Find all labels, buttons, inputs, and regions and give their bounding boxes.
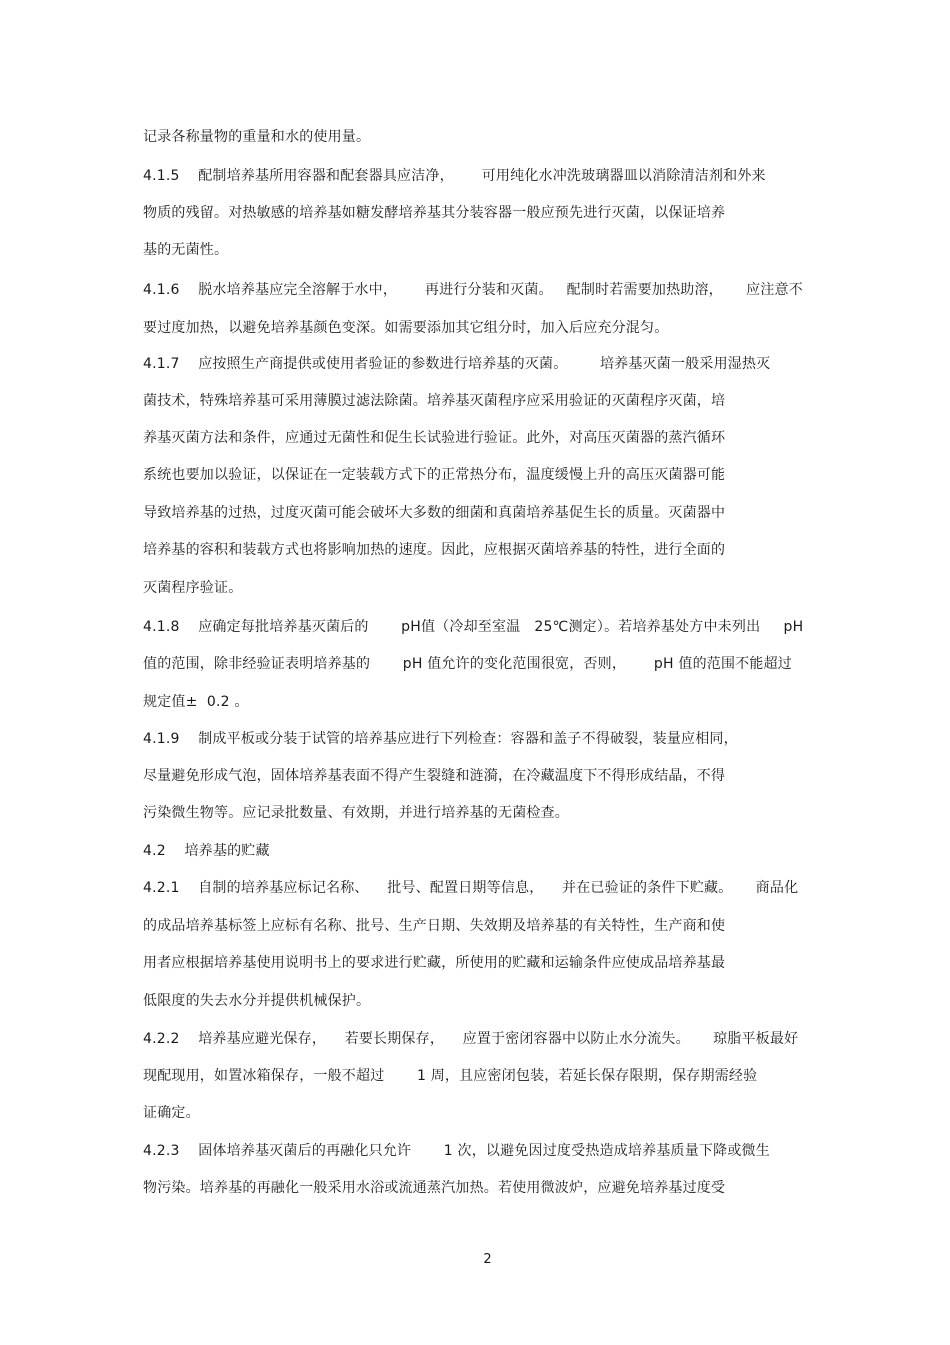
text-line: 4.1.9 制成平板或分装于试管的培养基应进行下列检查：容器和盖子不得破裂，装量应相同， (143, 731, 738, 747)
text-line: 4.1.7 应按照生产商提供或使用者验证的参数进行培养基的灭菌。 培养基灭菌一般采用湿热灭 (143, 356, 771, 372)
text-line: 4.2.2 培养基应避光保存， 若要长期保存， 应置于密闭容器中以防止水分流失。 琼脂平板最好 (143, 1031, 799, 1047)
text-line: 值的范围，除非经验证表明培养基的 pH 值允许的变化范围很宽，否则， pH 值的范围不能超过 (143, 656, 792, 672)
text-line: 养基灭菌方法和条件，应通过无菌性和促生长试验进行验证。此外，对高压灭菌器的蒸汽循环 (143, 430, 726, 446)
text-line: 4.1.5 配制培养基所用容器和配套器具应洁净， 可用纯化水冲洗玻璃器皿以消除清洁剂和外来 (143, 168, 766, 184)
text-line: 记录各称量物的重量和水的使用量。 (143, 129, 371, 145)
text-line: 培养基的容积和装载方式也将影响加热的速度。因此，应根据灭菌培养基的特性，进行全面的 (143, 542, 726, 558)
text-line: 系统也要加以验证，以保证在一定装载方式下的正常热分布，温度缓慢上升的高压灭菌器可能 (143, 467, 726, 483)
text-line: 4.1.6 脱水培养基应完全溶解于水中， 再进行分装和灭菌。 配制时若需要加热助溶， 应注意不 (143, 282, 803, 298)
text-line: 用者应根据培养基使用说明书上的要求进行贮藏，所使用的贮藏和运输条件应使成品培养基最 (143, 955, 726, 971)
text-line: 物质的残留。对热敏感的培养基如糖发酵培养基其分装容器一般应预先进行灭菌，以保证培养 (143, 205, 726, 221)
text-line: 4.1.8 应确定每批培养基灭菌后的 pH值（冷却至室温 25℃测定）。若培养基处方中未列出 pH (143, 619, 804, 635)
text-line: 灭菌程序验证。 (143, 580, 243, 596)
text-line: 4.2.1 自制的培养基应标记名称、 批号、配置日期等信息， 并在已验证的条件下贮藏。 商品化 (143, 880, 799, 896)
text-line: 污染微生物等。应记录批数量、有效期，并进行培养基的无菌检查。 (143, 805, 569, 821)
text-line: 基的无菌性。 (143, 242, 229, 258)
text-line: 规定值± 0.2 。 (143, 694, 249, 710)
text-line: 低限度的失去水分并提供机械保护。 (143, 993, 371, 1009)
text-line: 现配现用，如置冰箱保存，一般不超过 1 周，且应密闭包装，若延长保存限期，保存期需经验 (143, 1068, 758, 1084)
text-line: 菌技术，特殊培养基可采用薄膜过滤法除菌。培养基灭菌程序应采用验证的灭菌程序灭菌，培 (143, 393, 726, 409)
text-line: 导致培养基的过热，过度灭菌可能会破坏大多数的细菌和真菌培养基促生长的质量。灭菌器中 (143, 505, 726, 521)
text-line: 4.2 培养基的贮藏 (143, 843, 270, 859)
text-line: 物污染。培养基的再融化一般采用水浴或流通蒸汽加热。若使用微波炉，应避免培养基过度受 (143, 1180, 726, 1196)
text-line: 尽量避免形成气泡，固体培养基表面不得产生裂缝和涟漪，在冷藏温度下不得形成结晶，不得 (143, 768, 726, 784)
text-line: 证确定。 (143, 1105, 200, 1121)
page-number: 2 (483, 1252, 492, 1267)
text-line: 要过度加热，以避免培养基颜色变深。如需要添加其它组分时，加入后应充分混匀。 (143, 320, 669, 336)
text-line: 4.2.3 固体培养基灭菌后的再融化只允许 1 次，以避免因过度受热造成培养基质量下降或微生 (143, 1143, 770, 1159)
text-line: 的成品培养基标签上应标有名称、批号、生产日期、失效期及培养基的有关特性，生产商和使 (143, 918, 726, 934)
